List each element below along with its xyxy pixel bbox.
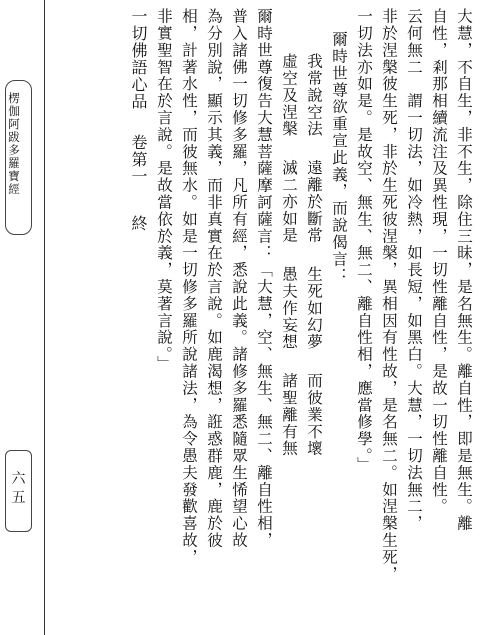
gatha-intro: 爾時世尊欲重宣此義，而說偈言： (330, 31, 348, 285)
sutra-title: 楞伽阿跋多羅寶經 (7, 92, 21, 196)
text-column: 非實聖智在於言說。是故當依於義，莫著言說。」 (155, 8, 173, 373)
gatha-line (301, 8, 326, 630)
text-column: 為分別說，顯示其義，而非真實在於言說。如鹿渴想，誑惑群鹿，鹿於彼 (205, 8, 223, 549)
text-body (50, 8, 476, 630)
gatha-phrase: 我常說空法 (305, 53, 323, 138)
text-column: 自性，剎那相續流注及異性現，一切性離自性，是故一切性離自性。 (430, 8, 448, 515)
gatha-phrase: 遠離於斷常 (305, 159, 323, 244)
margin-rule (44, 0, 45, 635)
text-column: 云何無二 謂一切法，如冷熱，如長短，如黑白。大慧，一切法無二， (405, 8, 423, 532)
gatha-phrase: 而彼業不壞 (305, 372, 323, 457)
gatha-phrase: 虛空及涅槃 (280, 53, 298, 138)
footer-book: 一切佛語心品 (129, 8, 148, 110)
footer-volume: 卷第一 (129, 134, 148, 185)
page-number (5, 470, 32, 508)
text-column: 普入諸佛一切修多羅，凡所有經，悉說此義。諸修多羅悉隨眾生悕望心故 (230, 8, 248, 549)
gatha-phrase: 滅二亦如是 (280, 159, 298, 244)
gatha-line (276, 8, 301, 630)
text-column: 大慧，不自生，非不生，除住三昧，是名無生。離自性，即是無生。離 (455, 8, 473, 532)
gatha-phrase: 生死如幻夢 (305, 266, 323, 351)
footer-end: 終 (129, 215, 148, 232)
text-column: 非於涅槃彼生死，非於生死彼涅槃，異相因有性故，是名無二。如涅槃生死， (380, 8, 398, 583)
chapter-footer (126, 8, 151, 630)
text-column: 相，計著水性，而彼無水。如是一切修多羅所說諸法，為令愚夫發歡喜故， (180, 8, 198, 566)
text-column: 一切法亦如是。是故空、無生、無二、離自性相，應當修學。」 (355, 8, 373, 474)
gatha-phrase: 諸聖離有無 (280, 372, 298, 457)
gatha-phrase: 愚夫作妄想 (280, 266, 298, 351)
text-column: 爾時世尊復告大慧菩薩摩訶薩言：「大慧，空、無生、無二、離自性相， (255, 8, 273, 549)
page-number-text: 六五 (11, 471, 26, 506)
